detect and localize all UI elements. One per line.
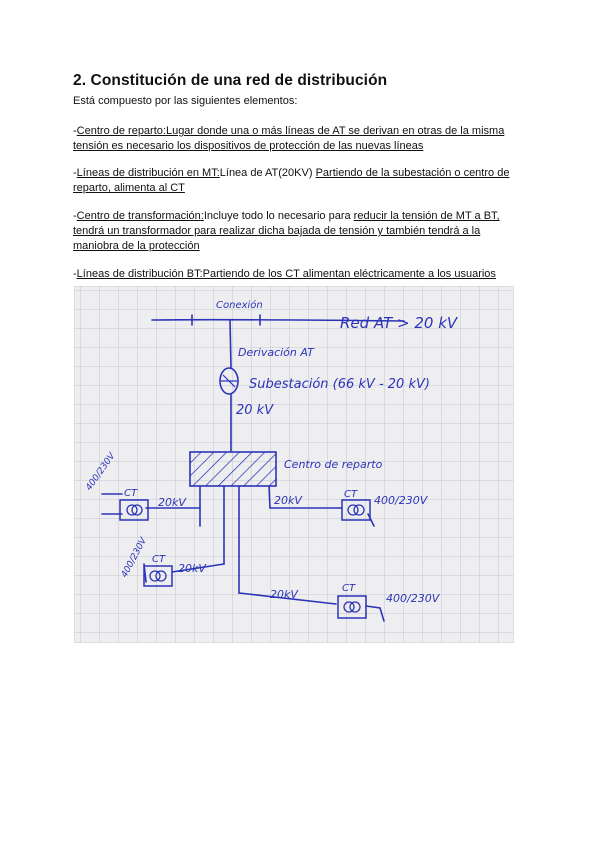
label-20kv-main: 20 kV [236,403,274,418]
centro-reparto-box [190,452,276,486]
sketch-photo [74,286,514,643]
item-centro-reparto [73,124,523,154]
item-dash: - [73,268,77,280]
label-subestacion: Subestación (66 kV - 20 kV) [249,377,430,392]
label-ct-left: CT [124,488,138,499]
item-dash: - [73,210,77,222]
label-ct-mid: CT [152,554,166,565]
item-centro-transformacion [73,209,523,254]
label-centro-reparto: Centro de reparto [284,458,383,471]
item-description-plain: Incluye todo lo necesario para [203,210,354,222]
label-bt-left: 400/230V [84,451,118,493]
item-dash: - [73,125,77,137]
item-description: Partiendo de la subestación o centro de reparto, alimenta al CT [73,167,510,194]
item-term: Líneas de distribución BT: [76,268,203,280]
label-20kv-left: 20kV [158,496,186,509]
label-derivacion: Derivación AT [238,346,314,359]
item-description: Lugar donde una o más líneas de AT se derivan en otras de la misma tensión es necesario los dispositivos de protección de las nuevas líneas [73,125,505,152]
label-red-at: Red AT > 20 kV [340,314,458,332]
section-heading: 2. Constitución de una red de distribución [73,72,388,89]
item-description: reducir la tensión de MT a BT, tendrá un transformador para realizar dicha bajada de tensión y también tendrá a la maniobra de la protección [73,210,500,252]
item-term: Centro de transformación: [76,210,204,222]
item-term: Centro de reparto: [76,125,166,137]
label-ct-right: CT [344,489,358,500]
label-20kv-mid: 20kV [178,562,206,575]
label-bt-mid: 400/230V [119,536,150,580]
item-lineas-mt [73,166,523,196]
item-description-plain: Línea de AT(20KV) [219,167,316,179]
item-dash: - [73,167,77,179]
label-bt-right: 400/230V [374,494,428,507]
item-lineas-bt [73,267,523,282]
label-20kv-lower: 20kV [270,588,298,601]
intro-text: Está compuesto por las siguientes elementos: [73,95,298,107]
item-description: Partiendo de los CT alimentan eléctricamente a los usuarios [202,268,496,280]
sketch-drawing [74,286,514,643]
label-ct-lower: CT [342,583,356,594]
item-term: Líneas de distribución en MT: [76,167,220,179]
label-20kv-right: 20kV [274,494,302,507]
label-bt-lower: 400/230V [386,592,440,605]
label-conexion: Conexión [216,300,263,311]
